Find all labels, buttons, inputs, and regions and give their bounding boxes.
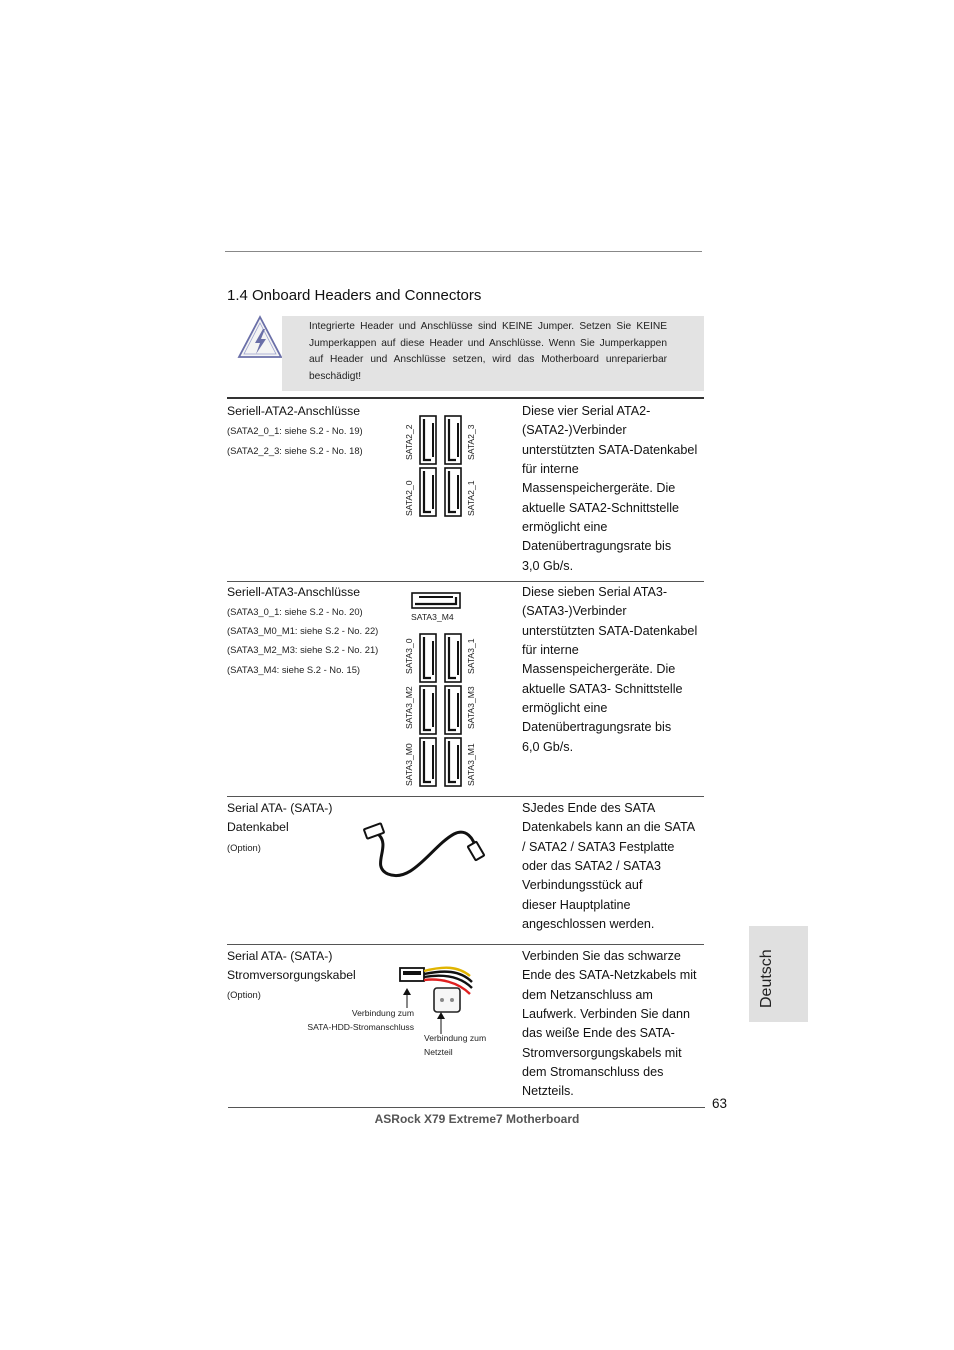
desc-line: für interne — [522, 462, 579, 477]
sata3-title: Seriell-ATA3-Anschlüsse — [227, 585, 360, 599]
power-description — [522, 947, 708, 1102]
desc-line: das weiße Ende des SATA- — [522, 1026, 675, 1041]
power-title-line: Stromversorgungskabel — [227, 968, 356, 983]
desc-line: (SATA3-)Verbinder — [522, 604, 627, 619]
cable-option: (Option) — [227, 842, 261, 853]
section-title: 1.4 Onboard Headers and Connectors — [227, 287, 482, 304]
warning-icon — [236, 314, 284, 360]
sata3-port-connector — [419, 737, 437, 787]
desc-line: Massenspeichergeräte. Die — [522, 481, 676, 496]
arrow-up-icon — [436, 1012, 446, 1034]
power-option: (Option) — [227, 989, 261, 1000]
desc-line: Verbinden Sie das schwarze — [522, 949, 681, 963]
sata3-port-connector — [444, 633, 462, 683]
desc-line: Diese vier Serial ATA2- — [522, 404, 651, 418]
sata2-ref-0: (SATA2_0_1: siehe S.2 - No. 19) — [227, 425, 363, 436]
desc-line: Datenkabels kann an die SATA — [522, 820, 696, 835]
sata2-port-connector — [444, 467, 462, 517]
desc-line: Stromversorgungskabels mit — [522, 1045, 682, 1060]
sata2-ref-1: (SATA2_2_3: siehe S.2 - No. 18) — [227, 445, 363, 456]
desc-line: SJedes Ende des SATA — [522, 801, 656, 815]
sata-data-cable-image — [362, 816, 488, 882]
desc-line: Netzteils. — [522, 1084, 574, 1099]
sata2-port-label: SATA2_3 — [466, 424, 476, 460]
cable-title-line: Serial ATA- (SATA-) — [227, 801, 333, 815]
row-divider — [227, 944, 704, 945]
sata3-port-label: SATA3_0 — [404, 638, 414, 674]
sata3-m4-label: SATA3_M4 — [411, 612, 454, 622]
footer-text: ASRock X79 Extreme7 Motherboard — [374, 1112, 580, 1126]
callout-line: SATA-HDD-Stromanschluss — [307, 1021, 414, 1032]
power-title-line: Serial ATA- (SATA-) — [227, 949, 333, 963]
callout-psu — [424, 1032, 486, 1059]
sata2-port-connector — [419, 415, 437, 465]
desc-line: unterstützten SATA-Datenkabel — [522, 442, 698, 457]
sata2-description — [522, 402, 708, 576]
desc-line: Laufwerk. Verbinden Sie dann — [522, 1007, 691, 1022]
desc-line: 3,0 Gb/s. — [522, 558, 574, 573]
sata3-description — [522, 583, 708, 757]
power-title — [227, 947, 356, 986]
sata3-port-connector — [419, 685, 437, 735]
cable-description — [522, 799, 708, 934]
sata3-port-connector — [444, 685, 462, 735]
desc-line: oder das SATA2 / SATA3 — [522, 859, 662, 874]
desc-line: aktuelle SATA3- Schnittstelle — [522, 681, 683, 696]
sata2-port-label: SATA2_2 — [404, 424, 414, 460]
desc-line: / SATA2 / SATA3 Festplatte — [522, 839, 675, 854]
desc-line: dem Netzanschluss am — [522, 987, 653, 1002]
sata3-m4-connector — [411, 592, 461, 609]
desc-line: Ende des SATA-Netzkabels mit — [522, 968, 697, 983]
callout-hdd — [290, 1007, 414, 1034]
language-tab-label: Deutsch — [758, 949, 775, 1008]
page-number: 63 — [712, 1096, 728, 1111]
sata3-port-label: SATA3_1 — [466, 638, 476, 674]
desc-line: Datenübertragungsrate bis — [522, 720, 672, 735]
sata2-port-connector — [444, 415, 462, 465]
sata3-ref-1: (SATA3_M0_M1: siehe S.2 - No. 22) — [227, 625, 379, 636]
callout-line: Verbindung zum — [351, 1008, 414, 1018]
cable-title — [227, 799, 332, 838]
sata3-ref-0: (SATA3_0_1: siehe S.2 - No. 20) — [227, 606, 363, 617]
desc-line: dem Stromanschluss des — [522, 1065, 664, 1080]
row-divider — [227, 796, 704, 797]
desc-line: ermöglicht eine — [522, 701, 608, 716]
table-top-rule — [227, 397, 704, 399]
cable-title-line: Datenkabel — [227, 820, 289, 835]
sata3-ref-2: (SATA3_M2_M3: siehe S.2 - No. 21) — [227, 644, 379, 655]
callout-line: Netzteil — [424, 1046, 453, 1057]
sata3-port-label: SATA3_M2 — [404, 686, 414, 729]
sata3-port-connector — [444, 737, 462, 787]
sata2-port-label: SATA2_0 — [404, 480, 414, 516]
desc-line: 6,0 Gb/s. — [522, 739, 574, 754]
sata3-port-connector — [419, 633, 437, 683]
sata3-port-label: SATA3_M3 — [466, 686, 476, 729]
desc-line: ermöglicht eine — [522, 520, 608, 535]
callout-line: Verbindung zum — [424, 1033, 487, 1043]
desc-line: aktuelle SATA2-Schnittstelle — [522, 500, 680, 515]
note-text: Integrierte Header und Anschlüsse sind KEINE Jumper. Setzen Sie KEINE Jumperkappen auf diese Header und Anschlüsse. Wenn Sie Jumperkappen auf Header und Anschlüsse setzen, wird das Motherboard unreparierbar beschädigt! — [309, 321, 667, 382]
desc-line: für interne — [522, 643, 579, 658]
top-rule — [225, 251, 702, 252]
sata3-ref-3: (SATA3_M4: siehe S.2 - No. 15) — [227, 664, 361, 675]
desc-line: Massenspeichergeräte. Die — [522, 662, 676, 677]
desc-line: (SATA2-)Verbinder — [522, 423, 627, 438]
bottom-rule — [228, 1107, 705, 1108]
desc-line: Verbindungsstück auf — [522, 878, 643, 893]
arrow-up-icon — [402, 988, 412, 1008]
desc-line: angeschlossen werden. — [522, 917, 655, 932]
desc-line: unterstützten SATA-Datenkabel — [522, 623, 698, 638]
sata2-port-connector — [419, 467, 437, 517]
sata3-port-label: SATA3_M0 — [404, 743, 414, 786]
row-divider — [227, 581, 704, 582]
desc-line: Diese sieben Serial ATA3- — [522, 585, 668, 599]
sata2-title: Seriell-ATA2-Anschlüsse — [227, 404, 360, 418]
desc-line: dieser Hauptplatine — [522, 897, 631, 912]
desc-line: Datenübertragungsrate bis — [522, 539, 672, 554]
sata3-port-label: SATA3_M1 — [466, 743, 476, 786]
sata2-port-label: SATA2_1 — [466, 480, 476, 516]
